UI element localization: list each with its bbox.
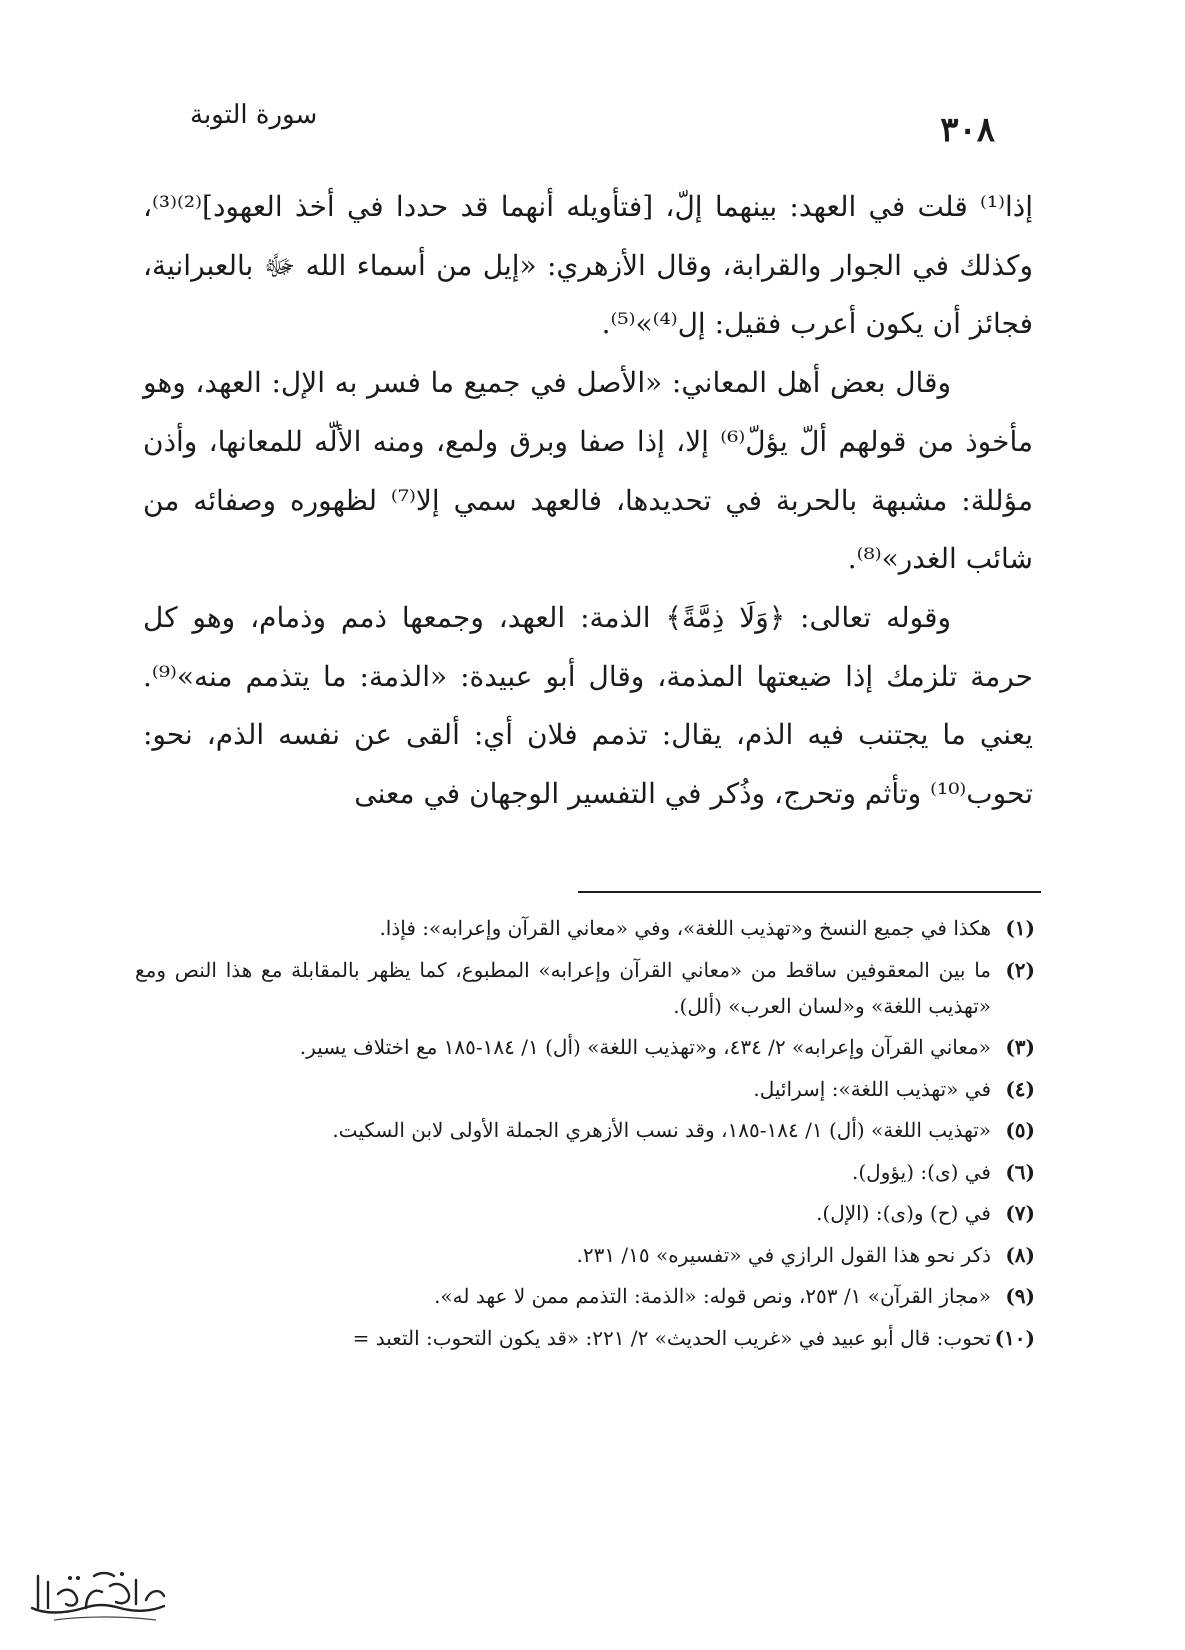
- footnote-text: تحوب: قال أبو عبيد في «غريب الحديث» ٢/ ٢٢١: «قد يكون التحوب: التعبد =: [352, 1325, 991, 1350]
- footnote-text: ما بين المعقوفين ساقط من «معاني القرآن وإعرابه» المطبوع، كما يظهر بالمقابلة مع هذا النص ومع «تهذيب اللغة» و«لسان العرب» (ألل).: [135, 957, 991, 1018]
- footnote-number: (١٠): [994, 1325, 1035, 1350]
- footnote-number: (٣): [1005, 1035, 1035, 1059]
- footnote: [135, 1154, 1035, 1190]
- footnote-number: (٩): [1005, 1284, 1035, 1308]
- footnote: [135, 1320, 1035, 1356]
- footnote: [135, 1237, 1035, 1273]
- footnote-text: في (ى): (يؤول).: [852, 1159, 991, 1184]
- main-text: [143, 178, 1033, 824]
- footnote-number: (٤): [1005, 1076, 1035, 1101]
- calligraphy-stamp-logo: [24, 1564, 174, 1626]
- footnote-number: (٥): [1005, 1118, 1035, 1142]
- footnote-text: «تهذيب اللغة» (أل) ١/ ١٨٤-١٨٥، وقد نسب الأزهري الجملة الأولى لابن السكيت.: [332, 1118, 991, 1142]
- footnote-text: «معاني القرآن وإعرابه» ٢/ ٤٣٤، و«تهذيب اللغة» (أل) ١/ ١٨٤-١٨٥ مع اختلاف يسير.: [299, 1035, 991, 1059]
- footnote: [135, 910, 1035, 946]
- footnote-separator: [578, 891, 1041, 893]
- footnote: [135, 1112, 1035, 1148]
- footnote: [135, 1278, 1035, 1314]
- footnote-text: في «تهذيب اللغة»: إسرائيل.: [753, 1076, 991, 1101]
- footnote-number: (٧): [1005, 1201, 1035, 1225]
- footnote: [135, 952, 1035, 1024]
- footnote-text: ذكر نحو هذا القول الرازي في «تفسيره» ١٥/ ٢٣١.: [576, 1242, 991, 1267]
- footnote-number: (٢): [1005, 957, 1035, 982]
- footnotes: [135, 910, 1035, 1361]
- footnote-text: «مجاز القرآن» ١/ ٢٥٣، ونص قوله: «الذمة: التذمم ممن لا عهد له».: [434, 1284, 991, 1308]
- page-header: [190, 100, 995, 160]
- footnote: [135, 1195, 1035, 1231]
- footnote-text: هكذا في جميع النسخ و«تهذيب اللغة»، وفي «معاني القرآن وإعرابه»: فإذا.: [379, 916, 991, 940]
- running-title: سورة التوبة: [190, 100, 318, 130]
- footnote-number: (٨): [1005, 1242, 1035, 1267]
- paragraph: إذا⁽¹⁾ قلت في العهد: بينهما إلّ، [فتأويله أنهما قد حددا في أخذ العهود]⁽²⁾⁽³⁾، وكذلك في الجوار والقرابة، وقال الأزهري: «إيل من أسماء الله ﷻ بالعبرانية، فجائز أن يكون أعرب فقيل: إل⁽⁴⁾»⁽⁵⁾.: [143, 190, 1033, 341]
- page-number: ٣٠٨: [940, 110, 995, 150]
- paragraph: وقال بعض أهل المعاني: «الأصل في جميع ما فسر به الإل: العهد، وهو مأخوذ من قولهم ألّ يؤلّ⁽⁶⁾ إلا، إذا صفا وبرق ولمع، ومنه الألّه للمعانها، وأذن مؤللة: مشبهة بالحربة في تحديدها، فالعهد سمي إلا⁽⁷⁾ لظهوره وصفائه من شائب الغدر»⁽⁸⁾.: [143, 366, 1033, 576]
- footnote: [135, 1071, 1035, 1107]
- footnote: [135, 1029, 1035, 1065]
- footnote-number: (٦): [1005, 1159, 1035, 1184]
- footnote-number: (١): [1005, 916, 1035, 940]
- footnote-text: في (ح) و(ى): (الإل).: [816, 1201, 991, 1225]
- paragraph: وقوله تعالى: ﴿وَلَا ذِمَّةً﴾ الذمة: العهد، وجمعها ذمم وذمام، وهو كل حرمة تلزمك إذا ضيعتها المذمة، وقال أبو عبيدة: «الذمة: ما يتذمم منه»⁽⁹⁾. يعني ما يجتنب فيه الذم، يقال: تذمم فلان أي: ألقى عن نفسه الذم، نحو: تحوب⁽¹⁰⁾ وتأثم وتحرج، وذُكر في التفسير الوجهان في معنى: [143, 600, 1033, 811]
